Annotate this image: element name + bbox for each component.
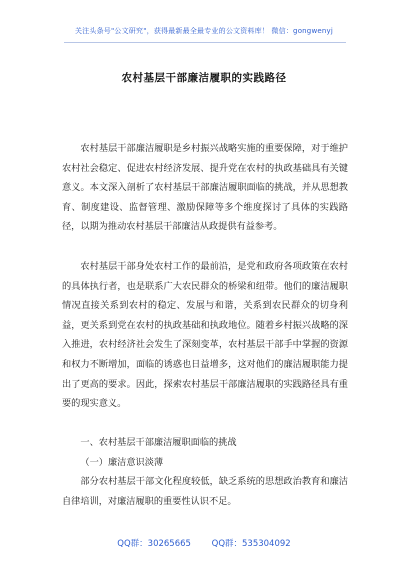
- abstract-paragraph: 农村基层干部廉洁履职是乡村振兴战略实施的重要保障，对于维护农村社会稳定、促进农村经济发展、提升党在农村的执政基础具有关键意义。本文深入剖析了农村基层干部廉洁履职面临的挑战，并从思想教育、制度建设、监督管理、激励保障等多个维度探讨了具体的实践路径，以期为推动农村基层干部廉洁从政提供有益参考。: [62, 143, 348, 233]
- subsection-heading: （一）廉洁意识淡薄: [80, 457, 164, 468]
- footer-qq-group-2: QQ群：535304092: [211, 539, 291, 549]
- header-banner: 关注头条号"公文研究"，获得最新最全最专业的公文资料库！ 微信：gongwenyj: [74, 27, 334, 35]
- header-divider: [64, 42, 346, 43]
- body-paragraph: 部分农村基层干部文化程度较低，缺乏系统的思想政治教育和廉洁自律培训，对廉洁履职的重要性认识不足。: [62, 476, 348, 507]
- footer-qq-group-1: QQ群：30265665: [117, 539, 191, 549]
- document-title: 农村基层干部廉洁履职的实践路径: [121, 72, 287, 84]
- intro-paragraph: 农村基层干部身处农村工作的最前沿，是党和政府各项政策在农村的具体执行者，也是联系广大农民群众的桥梁和纽带。他们的廉洁履职情况直接关系到农村的稳定、发展与和谐，关系到农民群众的切身利益，更关系到党在农村的执政基础和执政地位。随着乡村振兴战略的深入推进，农村经济社会发生了深刻变革，农村基层干部手中掌握的资源和权力不断增加，面临的诱惑也日益增多，这对他们的廉洁履职能力提出了更高的要求。因此，探索农村基层干部廉洁履职的实践路径具有重要的现实意义。: [62, 261, 348, 410]
- footer-contact: [0, 537, 408, 549]
- section-heading: 一、农村基层干部廉洁履职面临的挑战: [80, 437, 237, 448]
